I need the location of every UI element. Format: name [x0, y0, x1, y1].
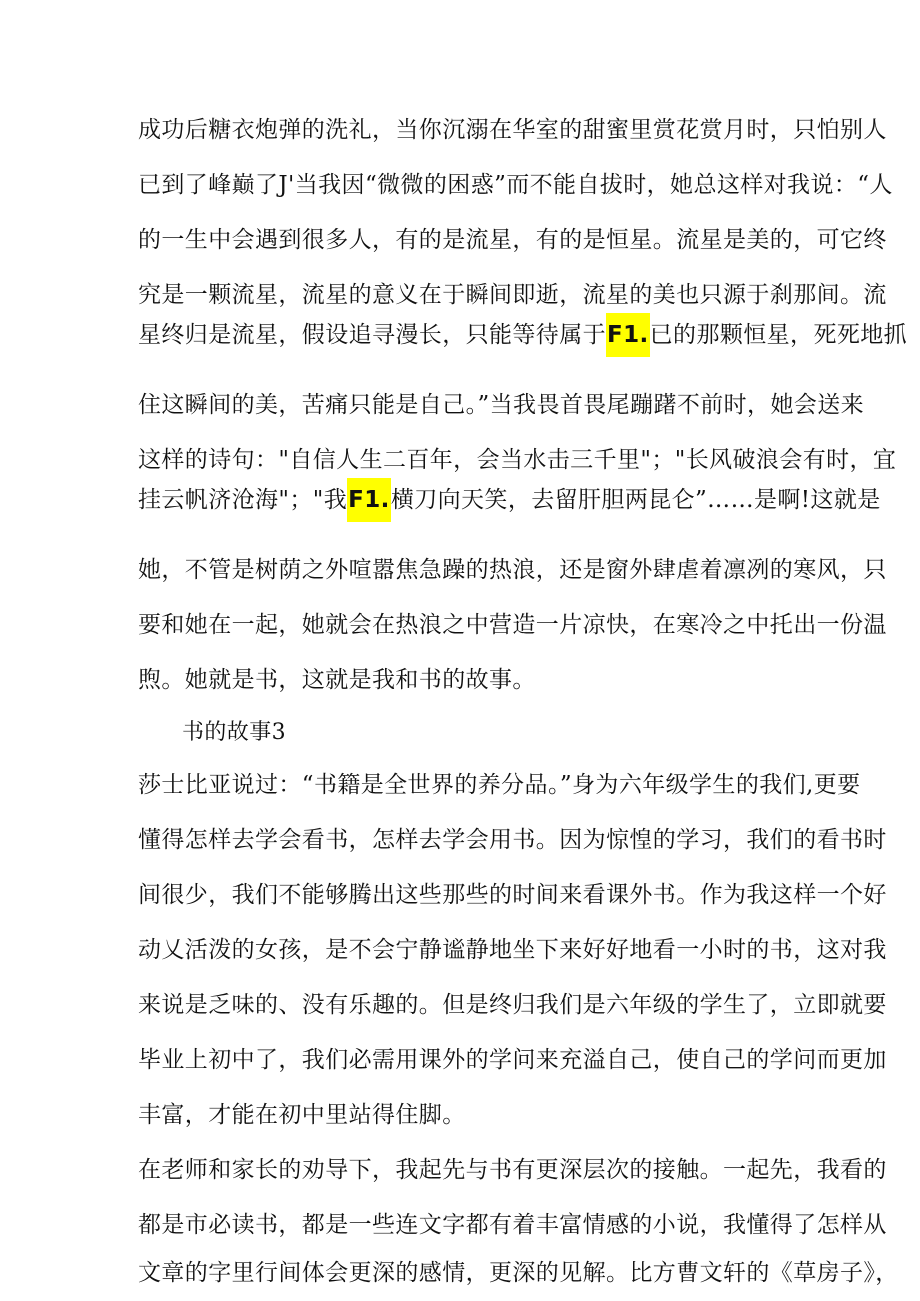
text-line: 懂得怎样去学会看书，怎样去学会用书。因为惊惶的学习，我们的看书时	[138, 827, 887, 853]
text-line: 来说是乏味的、没有乐趣的。但是终归我们是六年级的学生了，立即就要	[138, 992, 887, 1018]
text-line: 煦。她就是书，这就是我和书的故事。	[138, 667, 536, 693]
text-line	[138, 313, 908, 357]
text-line: 这样的诗句："自信人生二百年，会当水击三千里"；"长风破浪会有时，宜	[138, 447, 897, 473]
text-line	[138, 478, 881, 522]
text-line: 已到了峰巅了J'当我因“微微的困惑”而不能自拔时，她总这样对我说：“人	[138, 172, 893, 198]
text-segment: 挂云帆济沧海"；"我	[138, 487, 348, 513]
text-segment: 横刀向天笑，去留肝胆两昆仑”……是啊!这就是	[390, 487, 881, 513]
text-segment: 已的那颗恒星，死死地抓	[649, 322, 908, 348]
highlighted-text: F1.	[347, 478, 391, 522]
section-heading: 书的故事3	[182, 720, 286, 745]
text-line: 她，不管是树荫之外喧嚣焦急躁的热浪，还是窗外肆虐着凛冽的寒风，只	[138, 557, 887, 583]
text-line: 在老师和家长的劝导下，我起先与书有更深层次的接触。一起先，我看的	[138, 1157, 887, 1183]
text-line: 间很少，我们不能够腾出这些那些的时间来看课外书。作为我这样一个好	[138, 882, 887, 908]
text-line: 究是一颗流星，流星的意义在于瞬间即逝，流星的美也只源于刹那间。流	[138, 282, 887, 308]
text-segment: 星终归是流星，假设追寻漫长，只能等待属于	[138, 322, 606, 348]
text-line: 莎士比亚说过：“书籍是全世界的养分品。”身为六年级学生的我们,更要	[138, 772, 861, 798]
text-line: 住这瞬间的美，苦痛只能是自己。”当我畏首畏尾蹦躇不前时，她会送来	[138, 392, 865, 418]
text-line: 动乂活泼的女孩，是不会宁静谧静地坐下来好好地看一小时的书，这对我	[138, 937, 887, 963]
text-line: 成功后糖衣炮弹的洗礼，当你沉溺在华室的甜蜜里赏花赏月时，只怕别人	[138, 117, 887, 143]
text-line: 文章的字里行间体会更深的感情，更深的见解。比方曹文轩的《草房子》，	[138, 1260, 899, 1286]
text-line: 都是市必读书，都是一些连文字都有着丰富情感的小说，我懂得了怎样从	[138, 1212, 887, 1238]
text-line: 要和她在一起，她就会在热浪之中营造一片凉快，在寒冷之中托出一份温	[138, 612, 887, 638]
text-line: 毕业上初中了，我们必需用课外的学问来充溢自己，使自己的学问而更加	[138, 1047, 887, 1073]
text-line: 的一生中会遇到很多人，有的是流星，有的是恒星。流星是美的，可它终	[138, 227, 887, 253]
text-line: 丰富，才能在初中里站得住脚。	[138, 1102, 466, 1128]
highlighted-text: F1.	[606, 313, 650, 357]
